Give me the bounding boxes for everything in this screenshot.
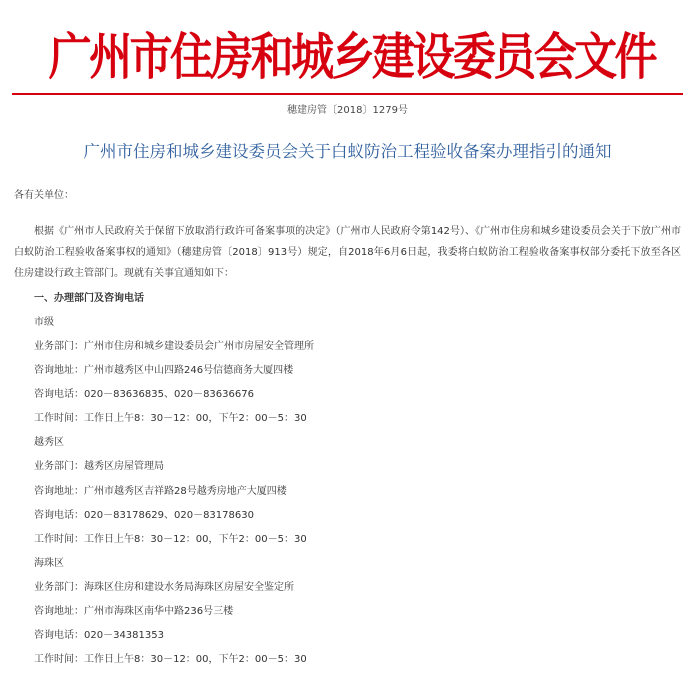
salutation: 各有关单位：	[14, 190, 74, 201]
district-hours: 工作时间：工作日上午8：30－12：00，下午2：00－5：30	[34, 413, 307, 424]
district-address: 咨询地址：广州市海珠区南华中路236号三楼	[34, 606, 234, 617]
district-address: 咨询地址：广州市越秀区吉祥路28号越秀房地产大厦四楼	[34, 486, 287, 497]
district-name: 越秀区	[34, 437, 64, 448]
intro-paragraph: 根据《广州市人民政府关于保留下放取消行政许可备案事项的决定》（广州市人民政府令第142号）、《广州市住房和城乡建设委员会关于下放广州市白蚁防治工程验收备案事权的通知》（穗建房管〔2018〕913号）规定，自2018年6月6日起，我委将白蚁防治工程验收备案事权部分委托下放至各区住房建设行政主管部门。现就有关事宜通知如下：	[14, 226, 681, 279]
district-phone: 咨询电话：020－34381353	[34, 630, 164, 641]
district-phone: 咨询电话：020－83178629、020－83178630	[34, 510, 254, 521]
district-phone: 咨询电话：020－83636835、020－83636676	[34, 389, 254, 400]
district-dept: 业务部门：海珠区住房和建设水务局海珠区房屋安全鉴定所	[34, 582, 294, 593]
district-hours: 工作时间：工作日上午8：30－12：00，下午2：00－5：30	[34, 534, 307, 545]
district-name: 市级	[34, 317, 54, 328]
district-name: 海珠区	[34, 558, 64, 569]
document-title: 广州市住房和城乡建设委员会关于白蚁防治工程验收备案办理指引的通知	[83, 142, 612, 161]
document-masthead: 广州市住房和城乡建设委员会文件	[48, 27, 655, 86]
section-heading: 一、办理部门及咨询电话	[34, 293, 144, 304]
district-hours: 工作时间：工作日上午8：30－12：00，下午2：00－5：30	[34, 654, 307, 665]
document-number: 穗建房管〔2018〕1279号	[287, 105, 408, 116]
district-dept: 业务部门：广州市住房和城乡建设委员会广州市房屋安全管理所	[34, 341, 314, 352]
masthead-red-rule	[12, 93, 683, 95]
district-address: 咨询地址：广州市越秀区中山四路246号信德商务大厦四楼	[34, 365, 294, 376]
district-dept: 业务部门：越秀区房屋管理局	[34, 461, 164, 472]
